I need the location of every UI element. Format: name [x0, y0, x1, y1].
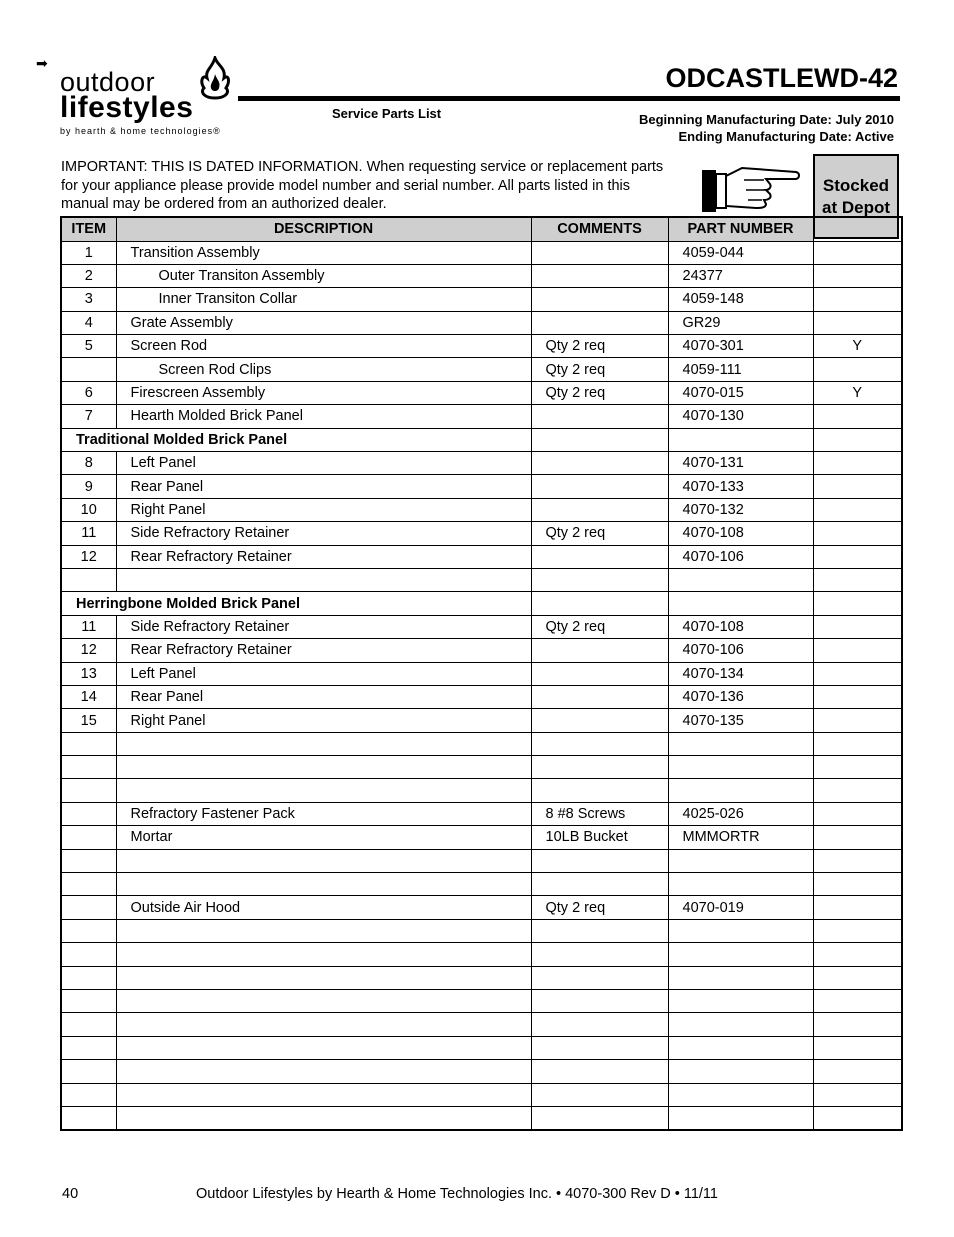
comments-cell — [531, 873, 668, 896]
table-row — [61, 522, 902, 545]
table-row — [61, 685, 902, 708]
item-cell: 15 — [61, 709, 116, 732]
header-comments: COMMENTS — [531, 217, 668, 241]
item-cell — [61, 1036, 116, 1059]
part-number-cell: 4059-111 — [668, 358, 813, 381]
description-cell: Inner Transiton Collar — [116, 288, 531, 311]
description-cell — [116, 919, 531, 942]
depot-cell — [813, 802, 902, 825]
comments-cell — [531, 943, 668, 966]
part-number-cell — [668, 428, 813, 451]
comments-cell — [531, 568, 668, 591]
description-cell: Screen Rod — [116, 335, 531, 358]
header-depot-spacer — [813, 217, 902, 241]
table-row — [61, 335, 902, 358]
depot-cell — [813, 896, 902, 919]
description-cell — [116, 873, 531, 896]
item-cell: 5 — [61, 335, 116, 358]
logo — [60, 58, 240, 138]
table-row — [61, 943, 902, 966]
page-number: 40 — [62, 1186, 79, 1202]
header-description: DESCRIPTION — [116, 217, 531, 241]
description-cell: Rear Panel — [116, 475, 531, 498]
comments-cell — [531, 662, 668, 685]
comments-cell — [531, 685, 668, 708]
table-row — [61, 288, 902, 311]
description-cell: Outer Transiton Assembly — [116, 264, 531, 287]
part-number-cell: 4070-132 — [668, 498, 813, 521]
table-row — [61, 756, 902, 779]
description-cell: Screen Rod Clips — [116, 358, 531, 381]
item-cell: 11 — [61, 522, 116, 545]
table-row — [61, 826, 902, 849]
depot-cell — [813, 685, 902, 708]
comments-cell: Qty 2 req — [531, 896, 668, 919]
item-cell — [61, 990, 116, 1013]
section-title: Herringbone Molded Brick Panel — [61, 592, 531, 615]
item-cell — [61, 568, 116, 591]
table-row — [61, 709, 902, 732]
depot-cell — [813, 545, 902, 568]
table-row — [61, 1013, 902, 1036]
comments-cell — [531, 428, 668, 451]
comments-cell — [531, 1013, 668, 1036]
description-cell — [116, 732, 531, 755]
item-cell — [61, 1083, 116, 1106]
item-cell: 12 — [61, 545, 116, 568]
header-rule — [238, 96, 900, 101]
table-row — [61, 919, 902, 942]
part-number-cell — [668, 1106, 813, 1129]
description-cell: Side Refractory Retainer — [116, 615, 531, 638]
table-row — [61, 615, 902, 638]
comments-cell — [531, 452, 668, 475]
item-cell — [61, 966, 116, 989]
item-cell: 2 — [61, 264, 116, 287]
table-row — [61, 475, 902, 498]
depot-cell — [813, 756, 902, 779]
description-cell: Outside Air Hood — [116, 896, 531, 919]
table-row — [61, 358, 902, 381]
depot-cell — [813, 732, 902, 755]
depot-cell — [813, 919, 902, 942]
table-row — [61, 779, 902, 802]
depot-cell — [813, 1036, 902, 1059]
part-number-cell: 4070-108 — [668, 615, 813, 638]
comments-cell — [531, 311, 668, 334]
section-title: Traditional Molded Brick Panel — [61, 428, 531, 451]
part-number-cell — [668, 779, 813, 802]
part-number-cell — [668, 568, 813, 591]
depot-cell: Y — [813, 335, 902, 358]
description-cell — [116, 849, 531, 872]
description-cell: Grate Assembly — [116, 311, 531, 334]
table-row — [61, 1083, 902, 1106]
comments-cell: Qty 2 req — [531, 358, 668, 381]
depot-cell — [813, 568, 902, 591]
part-number-cell — [668, 849, 813, 872]
depot-cell — [813, 264, 902, 287]
logo-line-2: lifestyles — [60, 91, 194, 124]
service-parts-table — [60, 216, 903, 1131]
part-number-cell: 4070-019 — [668, 896, 813, 919]
comments-cell — [531, 1083, 668, 1106]
table-row — [61, 452, 902, 475]
part-number-cell: 4070-131 — [668, 452, 813, 475]
depot-cell — [813, 873, 902, 896]
part-number-cell: 4059-044 — [668, 241, 813, 264]
comments-cell: 8 #8 Screws — [531, 802, 668, 825]
table-row — [61, 1106, 902, 1129]
part-number-cell — [668, 756, 813, 779]
table-header-row — [61, 217, 902, 241]
item-cell: 13 — [61, 662, 116, 685]
item-cell: 12 — [61, 639, 116, 662]
item-cell: 14 — [61, 685, 116, 708]
part-number-cell: 4025-026 — [668, 802, 813, 825]
item-cell — [61, 919, 116, 942]
part-number-cell: 4070-015 — [668, 381, 813, 404]
description-cell — [116, 1106, 531, 1129]
comments-cell — [531, 709, 668, 732]
depot-cell — [813, 241, 902, 264]
table-row — [61, 639, 902, 662]
depot-cell — [813, 779, 902, 802]
section-row — [61, 428, 902, 451]
item-cell: 10 — [61, 498, 116, 521]
comments-cell — [531, 405, 668, 428]
footer-text: Outdoor Lifestyles by Hearth & Home Technologies Inc. • 4070-300 Rev D • 11/11 — [196, 1186, 718, 1202]
flame-icon — [196, 56, 234, 100]
description-cell — [116, 943, 531, 966]
part-number-cell: 4070-133 — [668, 475, 813, 498]
model-number: ODCASTLEWD-42 — [665, 63, 898, 93]
part-number-cell — [668, 966, 813, 989]
comments-cell — [531, 1106, 668, 1129]
part-number-cell — [668, 1036, 813, 1059]
part-number-cell: MMMORTR — [668, 826, 813, 849]
description-cell — [116, 1083, 531, 1106]
item-cell: 1 — [61, 241, 116, 264]
depot-cell — [813, 639, 902, 662]
description-cell: Left Panel — [116, 452, 531, 475]
comments-cell — [531, 475, 668, 498]
depot-cell — [813, 522, 902, 545]
item-cell: 11 — [61, 615, 116, 638]
depot-cell — [813, 288, 902, 311]
comments-cell: Qty 2 req — [531, 335, 668, 358]
table-row — [61, 802, 902, 825]
depot-cell — [813, 662, 902, 685]
part-number-cell — [668, 873, 813, 896]
comments-cell — [531, 241, 668, 264]
description-cell: Side Refractory Retainer — [116, 522, 531, 545]
part-number-cell: 4070-134 — [668, 662, 813, 685]
manufacturing-dates — [639, 111, 894, 145]
logo-line-1: outdoor — [60, 67, 156, 97]
depot-cell — [813, 943, 902, 966]
part-number-cell: 24377 — [668, 264, 813, 287]
comments-cell — [531, 756, 668, 779]
item-cell — [61, 873, 116, 896]
part-number-cell: 4070-106 — [668, 639, 813, 662]
comments-cell — [531, 592, 668, 615]
table-row — [61, 264, 902, 287]
comments-cell — [531, 545, 668, 568]
item-cell — [61, 1060, 116, 1083]
description-cell — [116, 568, 531, 591]
depot-cell — [813, 966, 902, 989]
part-number-cell: 4070-301 — [668, 335, 813, 358]
description-cell: Mortar — [116, 826, 531, 849]
comments-cell — [531, 1036, 668, 1059]
description-cell: Transition Assembly — [116, 241, 531, 264]
item-cell — [61, 849, 116, 872]
table-row — [61, 873, 902, 896]
comments-cell — [531, 966, 668, 989]
description-cell: Left Panel — [116, 662, 531, 685]
comments-cell — [531, 288, 668, 311]
comments-cell — [531, 498, 668, 521]
part-number-cell — [668, 1060, 813, 1083]
table-row — [61, 990, 902, 1013]
comments-cell: 10LB Bucket — [531, 826, 668, 849]
table-row — [61, 568, 902, 591]
part-number-cell — [668, 1013, 813, 1036]
depot-cell — [813, 826, 902, 849]
description-cell: Right Panel — [116, 498, 531, 521]
comments-cell — [531, 849, 668, 872]
table-row — [61, 311, 902, 334]
item-cell — [61, 732, 116, 755]
description-cell — [116, 1013, 531, 1036]
part-number-cell: 4070-106 — [668, 545, 813, 568]
part-number-cell — [668, 943, 813, 966]
part-number-cell: 4070-135 — [668, 709, 813, 732]
depot-cell — [813, 615, 902, 638]
table-row — [61, 381, 902, 404]
item-cell — [61, 896, 116, 919]
item-cell: 7 — [61, 405, 116, 428]
table-row — [61, 732, 902, 755]
part-number-cell — [668, 990, 813, 1013]
begin-date: Beginning Manufacturing Date: July 2010 — [639, 112, 894, 127]
comments-cell — [531, 264, 668, 287]
pointing-hand-icon — [700, 160, 800, 216]
part-number-cell: GR29 — [668, 311, 813, 334]
header-item: ITEM — [61, 217, 116, 241]
table-row — [61, 545, 902, 568]
comments-cell: Qty 2 req — [531, 381, 668, 404]
depot-cell — [813, 849, 902, 872]
table-row — [61, 498, 902, 521]
table-row — [61, 896, 902, 919]
part-number-cell: 4070-130 — [668, 405, 813, 428]
table-row — [61, 405, 902, 428]
depot-cell — [813, 498, 902, 521]
right-arrow-icon: ➡ — [36, 55, 48, 71]
item-cell — [61, 756, 116, 779]
table-row — [61, 966, 902, 989]
description-cell — [116, 990, 531, 1013]
depot-cell — [813, 1106, 902, 1129]
depot-cell — [813, 428, 902, 451]
comments-cell — [531, 732, 668, 755]
description-cell — [116, 966, 531, 989]
description-cell — [116, 779, 531, 802]
depot-cell — [813, 1083, 902, 1106]
table-row — [61, 1060, 902, 1083]
description-cell — [116, 1036, 531, 1059]
description-cell: Refractory Fastener Pack — [116, 802, 531, 825]
header-part-number: PART NUMBER — [668, 217, 813, 241]
comments-cell — [531, 990, 668, 1013]
depot-cell — [813, 311, 902, 334]
item-cell: 6 — [61, 381, 116, 404]
table-row — [61, 662, 902, 685]
comments-cell: Qty 2 req — [531, 522, 668, 545]
depot-cell: Y — [813, 381, 902, 404]
depot-cell — [813, 1013, 902, 1036]
table-row — [61, 1036, 902, 1059]
item-cell: 8 — [61, 452, 116, 475]
comments-cell — [531, 919, 668, 942]
stocked-at-depot-header: Stocked at Depot — [813, 154, 899, 239]
comments-cell — [531, 779, 668, 802]
part-number-cell: 4070-136 — [668, 685, 813, 708]
part-number-cell: 4070-108 — [668, 522, 813, 545]
logo-line-3: by hearth & home technologies® — [60, 126, 221, 136]
depot-cell — [813, 1060, 902, 1083]
description-cell: Firescreen Assembly — [116, 381, 531, 404]
comments-cell — [531, 1060, 668, 1083]
part-number-cell — [668, 1083, 813, 1106]
item-cell — [61, 826, 116, 849]
item-cell — [61, 1013, 116, 1036]
document-subtitle: Service Parts List — [332, 106, 442, 121]
description-cell: Rear Panel — [116, 685, 531, 708]
description-cell: Right Panel — [116, 709, 531, 732]
comments-cell — [531, 639, 668, 662]
part-number-cell: 4059-148 — [668, 288, 813, 311]
depot-cell — [813, 709, 902, 732]
comments-cell: Qty 2 req — [531, 615, 668, 638]
part-number-cell — [668, 592, 813, 615]
part-number-cell — [668, 732, 813, 755]
description-cell: Rear Refractory Retainer — [116, 545, 531, 568]
depot-cell — [813, 990, 902, 1013]
depot-cell — [813, 475, 902, 498]
table-row — [61, 849, 902, 872]
item-cell — [61, 1106, 116, 1129]
item-cell: 9 — [61, 475, 116, 498]
depot-cell — [813, 592, 902, 615]
depot-cell — [813, 405, 902, 428]
description-cell: Hearth Molded Brick Panel — [116, 405, 531, 428]
section-row — [61, 592, 902, 615]
depot-cell — [813, 452, 902, 475]
item-cell: 3 — [61, 288, 116, 311]
item-cell — [61, 802, 116, 825]
description-cell: Rear Refractory Retainer — [116, 639, 531, 662]
part-number-cell — [668, 919, 813, 942]
table-row — [61, 241, 902, 264]
item-cell — [61, 779, 116, 802]
depot-cell — [813, 358, 902, 381]
item-cell — [61, 943, 116, 966]
item-cell — [61, 358, 116, 381]
description-cell — [116, 1060, 531, 1083]
item-cell: 4 — [61, 311, 116, 334]
end-date: Ending Manufacturing Date: Active — [678, 129, 894, 144]
important-notice: IMPORTANT: THIS IS DATED INFORMATION. When requesting service or replacement parts for your appliance please provide model number and serial number. All parts listed in this manual may be ordered from an authorized dealer. — [61, 159, 664, 212]
description-cell — [116, 756, 531, 779]
